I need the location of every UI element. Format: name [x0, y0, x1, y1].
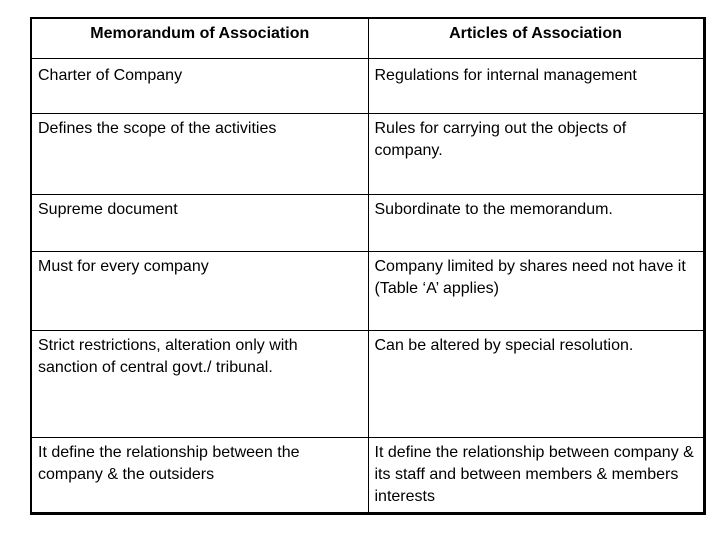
memorandum-cell: Strict restrictions, alteration only with sanction of central govt./ tribunal. [31, 330, 368, 437]
header-memorandum: Memorandum of Association [31, 18, 368, 58]
articles-cell: Company limited by shares need not have it (Table ‘A’ applies) [368, 251, 704, 330]
articles-cell: It define the relationship between company & its staff and between members & members interests [368, 437, 704, 513]
table-row [31, 437, 704, 513]
articles-cell: Can be altered by special resolution. [368, 330, 704, 437]
articles-cell: Rules for carrying out the objects of company. [368, 113, 704, 194]
memorandum-cell: Charter of Company [31, 58, 368, 113]
table-row [31, 194, 704, 251]
memorandum-cell: Defines the scope of the activities [31, 113, 368, 194]
table-row [31, 251, 704, 330]
articles-cell: Regulations for internal management [368, 58, 704, 113]
table-row [31, 330, 704, 437]
comparison-table [30, 17, 706, 515]
table-row [31, 113, 704, 194]
header-row [31, 18, 704, 58]
articles-cell: Subordinate to the memorandum. [368, 194, 704, 251]
memorandum-cell: Supreme document [31, 194, 368, 251]
table-row [31, 58, 704, 113]
memorandum-cell: It define the relationship between the company & the outsiders [31, 437, 368, 513]
memorandum-cell: Must for every company [31, 251, 368, 330]
header-articles: Articles of Association [368, 18, 704, 58]
